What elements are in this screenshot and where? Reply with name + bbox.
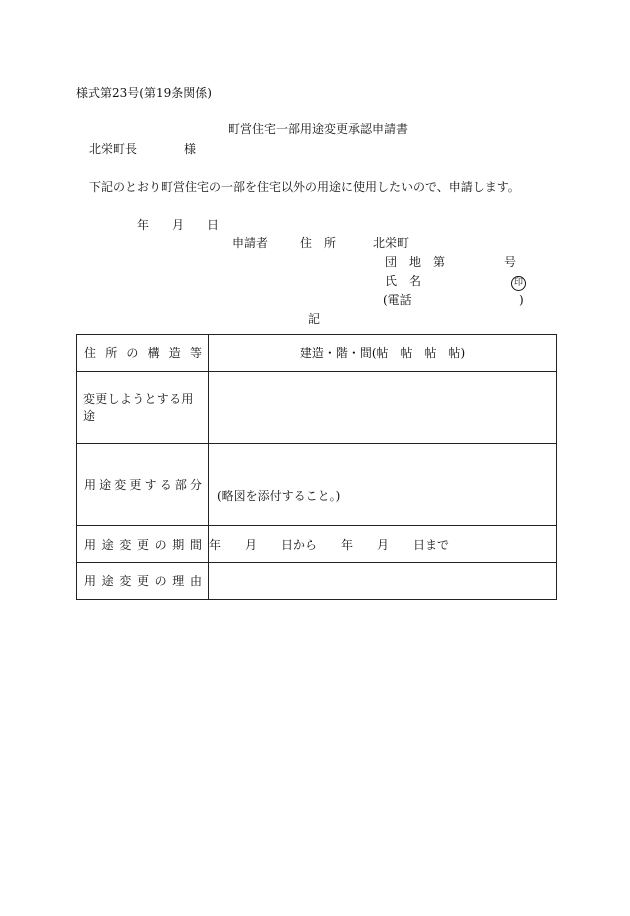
label-char: 所 — [105, 346, 118, 361]
period-value: 年 月 日から 年 月 日まで — [209, 537, 450, 552]
label-char: 由 — [189, 574, 202, 589]
label-char: の — [154, 537, 167, 552]
row-label-structure — [77, 335, 209, 372]
label-char: 造 — [168, 346, 181, 361]
table-row — [77, 526, 557, 563]
addressee: 北栄町長 — [89, 142, 138, 156]
table-row — [77, 443, 557, 525]
date-day-label: 日 — [207, 218, 220, 232]
intended-use-label: 変更しようとする用途 — [83, 392, 194, 424]
changed-part-value-cell[interactable] — [209, 443, 557, 525]
date-month-label: 月 — [172, 218, 185, 232]
seal-mark — [511, 274, 526, 291]
phone-close: ) — [519, 293, 524, 307]
label-char: 部 — [174, 477, 187, 492]
ki-heading: 記 — [308, 312, 321, 326]
label-char: 途 — [99, 477, 112, 492]
complex-label: 団 地 第 — [385, 255, 446, 269]
label-char: 変 — [119, 574, 132, 589]
label-char: 分 — [189, 477, 202, 492]
label-char: 構 — [147, 346, 160, 361]
form-title: 町営住宅一部用途変更承認申請書 — [228, 122, 409, 136]
reason-value-cell[interactable] — [209, 562, 557, 599]
label-char: 理 — [172, 574, 185, 589]
label-char: 期 — [172, 537, 185, 552]
address-value: 北栄町 — [373, 236, 410, 250]
structure-value: 建造・階・間(帖 帖 帖 帖) — [299, 346, 466, 361]
table-row — [77, 562, 557, 599]
label-char: 間 — [189, 537, 202, 552]
label-char: 途 — [101, 574, 114, 589]
label-char: 変 — [119, 537, 132, 552]
table-row — [77, 335, 557, 372]
seal-icon: 印 — [511, 276, 526, 291]
form-number: 様式第23号(第19条関係) — [76, 86, 212, 100]
label-char: 住 — [84, 346, 97, 361]
label-char: 更 — [129, 477, 142, 492]
row-label-intended-use — [77, 371, 209, 443]
row-label-reason — [77, 562, 209, 599]
details-table — [76, 334, 557, 600]
honorific: 様 — [184, 142, 197, 156]
sketch-note: (略図を添付すること。) — [217, 488, 341, 503]
label-char: 等 — [189, 346, 202, 361]
address-label: 住 所 — [300, 236, 337, 250]
intended-use-value-cell[interactable] — [209, 371, 557, 443]
label-char: の — [126, 346, 139, 361]
complex-number-suffix: 号 — [504, 255, 517, 269]
label-char: 途 — [101, 537, 114, 552]
row-label-changed-part — [77, 443, 209, 525]
applicant-label: 申請者 — [232, 236, 269, 250]
table-row — [77, 371, 557, 443]
label-char: る — [159, 477, 172, 492]
label-char: 変 — [114, 477, 127, 492]
name-label: 氏 名 — [385, 274, 422, 288]
statement-text: 下記のとおり町営住宅の一部を住宅以外の用途に使用したいので、申請します。 — [89, 180, 520, 194]
date-year-label: 年 — [137, 218, 150, 232]
label-char: 更 — [136, 537, 149, 552]
period-value-cell[interactable] — [209, 526, 557, 563]
label-char: の — [154, 574, 167, 589]
label-char: す — [144, 477, 157, 492]
label-char: 用 — [84, 574, 97, 589]
label-char: 更 — [136, 574, 149, 589]
phone-open: (電話 — [383, 293, 412, 307]
label-char: 用 — [84, 477, 97, 492]
row-label-period — [77, 526, 209, 563]
label-char: 用 — [84, 537, 97, 552]
structure-value-cell[interactable] — [209, 335, 557, 372]
